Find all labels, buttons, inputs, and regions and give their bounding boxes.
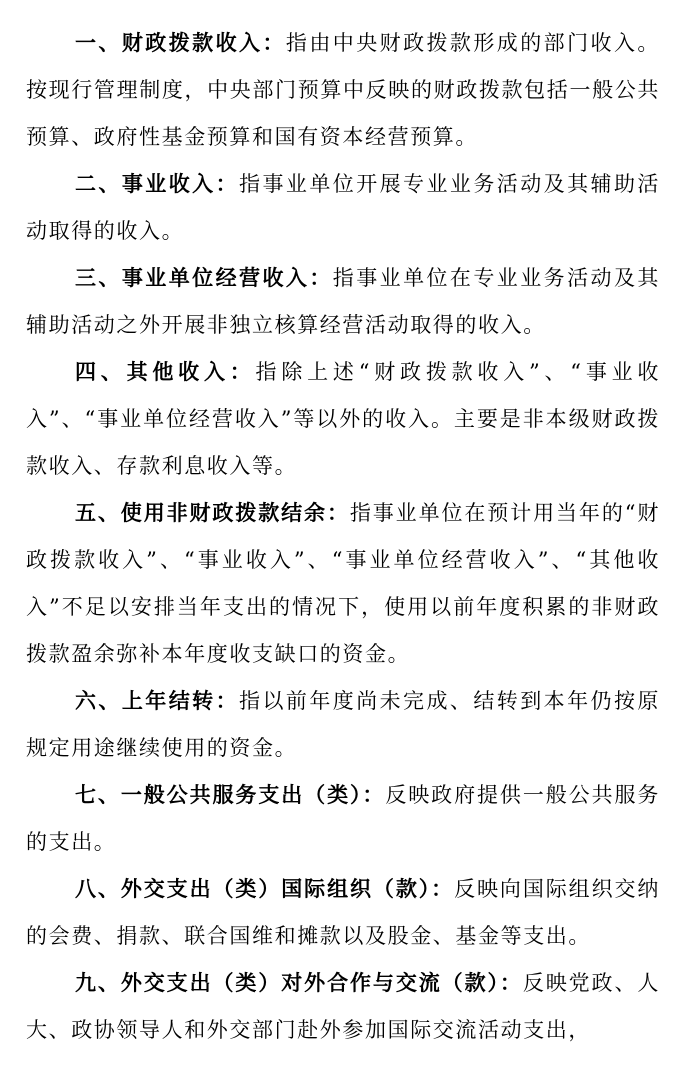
definition-text: 指除上述“财政拨款收入”、“事业收入”、“事业单位经营收入”等以外的收入。主要是非本级财政拨款收入、存款利息收入等。 bbox=[26, 360, 661, 478]
document-body bbox=[26, 20, 660, 1054]
paragraph-business-revenue bbox=[26, 161, 660, 255]
definition-text: 指事业单位在专业业务活动及其辅助活动之外开展非独立核算经营活动取得的收入。 bbox=[26, 266, 660, 337]
term-heading: 六、上年结转： bbox=[75, 689, 240, 713]
paragraph-general-public-services bbox=[26, 772, 660, 866]
paragraph-operating-revenue bbox=[26, 255, 660, 349]
term-heading: 七、一般公共服务支出（类）： bbox=[75, 783, 386, 807]
definition-text: 指以前年度尚未完成、结转到本年仍按原规定用途继续使用的资金。 bbox=[26, 689, 660, 760]
paragraph-non-fiscal-balance bbox=[26, 490, 660, 678]
paragraph-fiscal-appropriation-revenue bbox=[26, 20, 660, 161]
definition-text: 反映政府提供一般公共服务的支出。 bbox=[26, 783, 660, 854]
paragraph-international-organizations bbox=[26, 866, 660, 960]
term-heading: 二、事业收入： bbox=[75, 172, 240, 196]
term-heading: 五、使用非财政拨款结余： bbox=[75, 501, 350, 525]
paragraph-other-revenue bbox=[26, 349, 660, 490]
term-heading: 九、外交支出（类）对外合作与交流（款）： bbox=[75, 971, 523, 995]
term-heading: 八、外交支出（类）国际组织（款）： bbox=[75, 877, 455, 901]
term-heading: 一、财政拨款收入： bbox=[75, 31, 286, 55]
definition-text: 指事业单位开展专业业务活动及其辅助活动取得的收入。 bbox=[26, 172, 660, 243]
paragraph-foreign-cooperation-exchange bbox=[26, 960, 660, 1054]
term-heading: 四、其他收入： bbox=[75, 360, 256, 384]
definition-text: 反映党政、人大、政协领导人和外交部门赴外参加国际交流活动支出， bbox=[26, 971, 660, 1042]
definition-text: 指事业单位在预计用当年的“财政拨款收入”、“事业收入”、“事业单位经营收入”、“其他收入”不足以安排当年支出的情况下，使用以前年度积累的非财政拨款盈余弥补本年度收支缺口的资金。 bbox=[26, 501, 660, 666]
paragraph-prior-year-carryover bbox=[26, 678, 660, 772]
definition-text: 反映向国际组织交纳的会费、捐款、联合国维和摊款以及股金、基金等支出。 bbox=[26, 877, 661, 948]
term-heading: 三、事业单位经营收入： bbox=[75, 266, 333, 290]
definition-text: 指由中央财政拨款形成的部门收入。按现行管理制度，中央部门预算中反映的财政拨款包括一般公共预算、政府性基金预算和国有资本经营预算。 bbox=[26, 31, 660, 149]
